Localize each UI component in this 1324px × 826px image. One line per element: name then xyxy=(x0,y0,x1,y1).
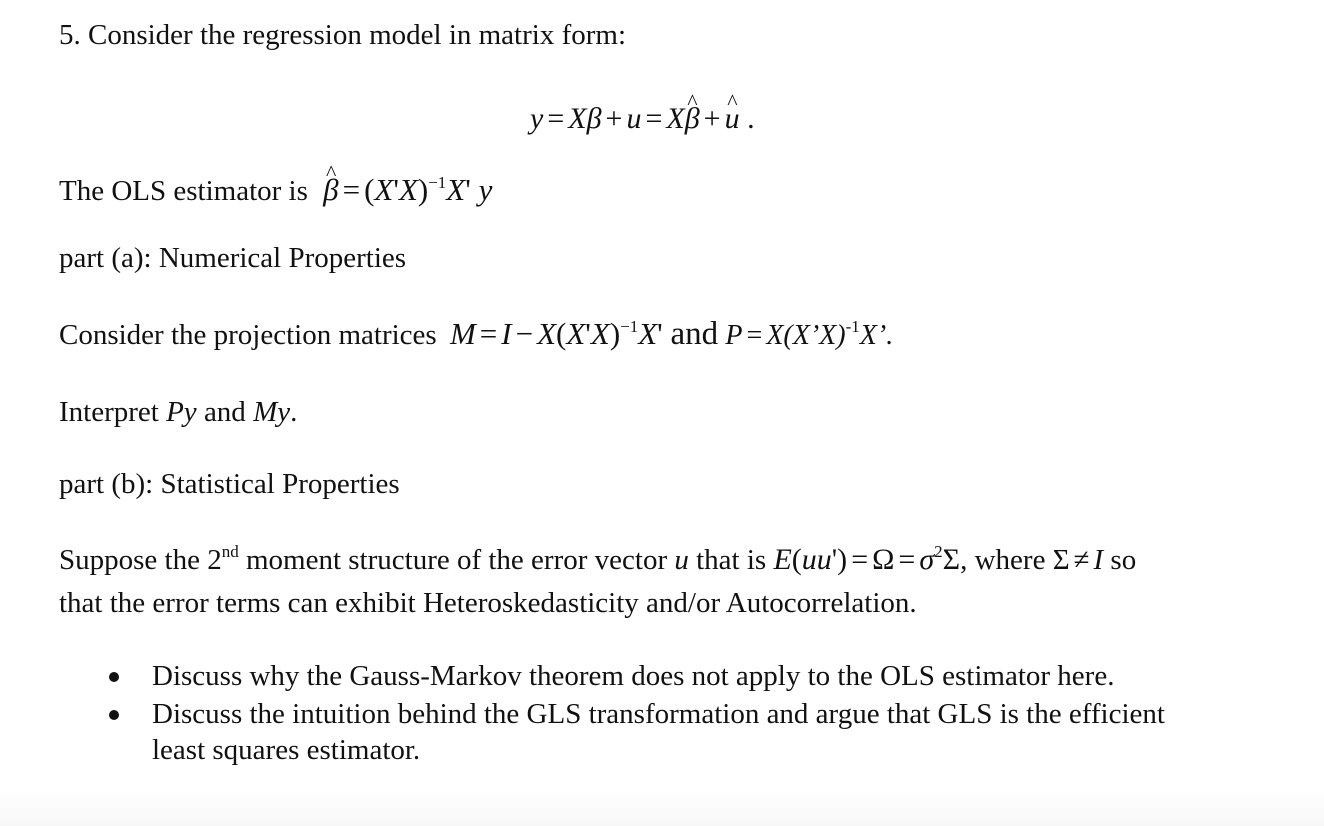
suppose-line xyxy=(59,542,1136,582)
page-bottom-shade xyxy=(0,790,1324,826)
bullet-text-2: Discuss the intuition behind the GLS transformation and argue that GLS is the efficient xyxy=(152,698,1165,730)
projection-and: and xyxy=(670,316,719,352)
projection-lead: Consider the projection matrices xyxy=(59,319,437,351)
part-b-title: part (b): Statistical Properties xyxy=(59,468,400,500)
sigma-not-identity: Σ ≠ I xyxy=(1052,544,1104,576)
bullet-dot-1 xyxy=(109,672,119,682)
m-matrix-formula: $M = I - X(X'X)^{-1}X'$ xyxy=(449,316,671,351)
suppose-u: u xyxy=(674,544,689,576)
suppose-lead: Suppose the 2 xyxy=(59,544,222,576)
suppose-so: so xyxy=(1110,544,1137,576)
suppose-where: , where xyxy=(960,544,1046,576)
projection-line xyxy=(59,316,893,357)
question-heading: 5. Consider the regression model in matrix form: xyxy=(59,19,627,51)
bullet-text-1: Discuss why the Gauss-Markov theorem does not apply to the OLS estimator here. xyxy=(152,660,1115,692)
bullet-dot-2 xyxy=(109,710,119,720)
interpret-end: . xyxy=(290,396,298,428)
ols-estimator-line xyxy=(59,172,492,213)
ols-label: The OLS estimator is xyxy=(59,175,308,207)
suppose-sup: nd xyxy=(221,542,239,561)
interpret-and: and xyxy=(203,396,246,428)
suppose-line-2: that the error terms can exhibit Heteroskedasticity and/or Autocorrelation. xyxy=(59,587,917,619)
interpret-my: My xyxy=(253,396,291,428)
bullet-text-2-cont: least squares estimator. xyxy=(152,734,421,766)
interpret-py: Py xyxy=(166,396,197,428)
suppose-mid: moment structure of the error vector xyxy=(238,544,668,576)
interpret-line xyxy=(59,394,297,430)
interpret-lead: Interpret xyxy=(59,396,159,428)
suppose-that-is: that is xyxy=(696,544,767,576)
ols-formula: ^ $\beta = (X'X)^{-1}X'$ y xyxy=(323,172,492,207)
part-a-title: part (a): Numerical Properties xyxy=(59,242,407,274)
p-matrix-formula: P = X(X’X)$^{-1}$X’. xyxy=(725,317,894,351)
covariance-formula: $E(uu') = \Omega = \sigma^2\Sigma$ xyxy=(773,542,961,576)
regression-equation: y = Xβ + u = X^ β +^ u . xyxy=(530,100,755,138)
